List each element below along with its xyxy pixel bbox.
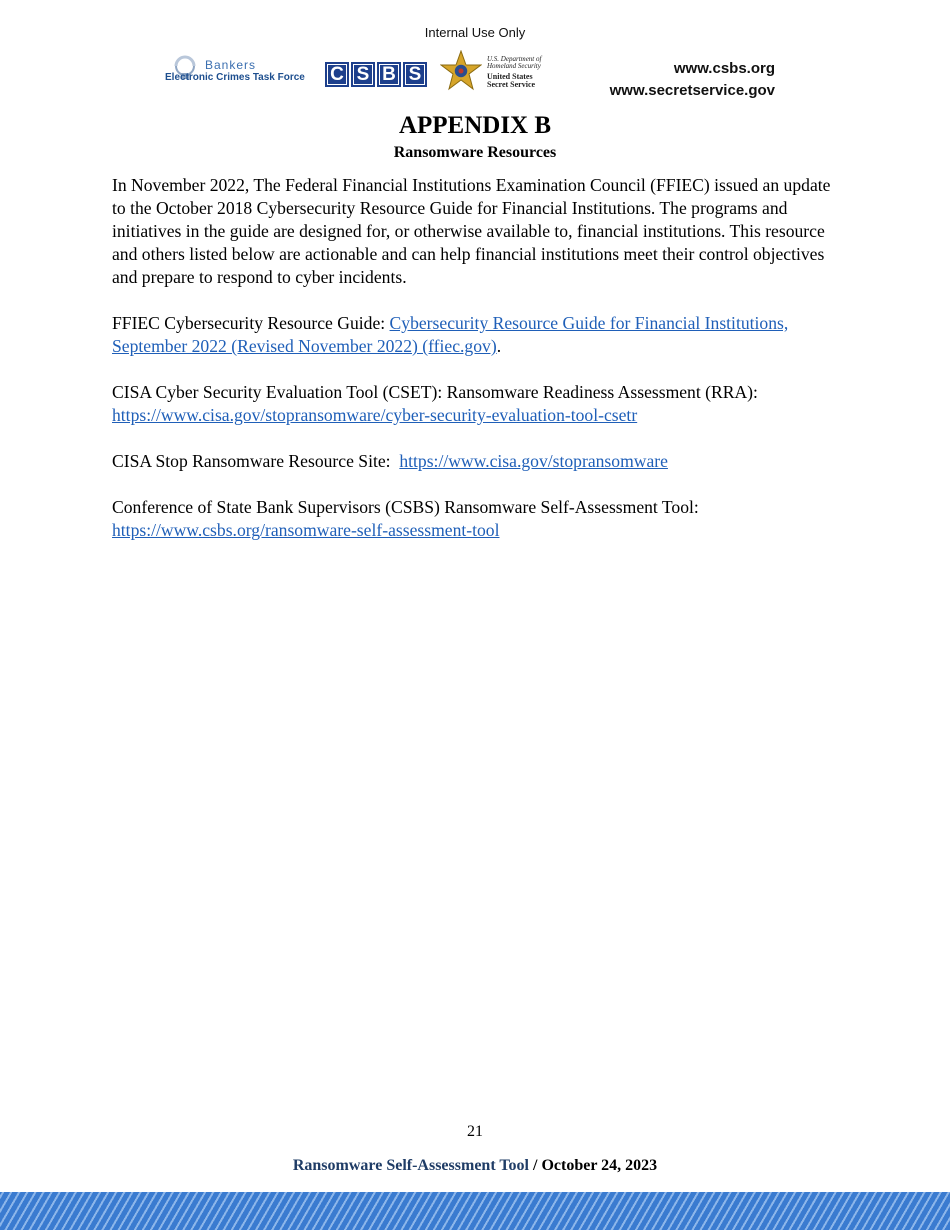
- csbs-tool-link[interactable]: https://www.csbs.org/ransomware-self-assessment-tool: [112, 520, 500, 540]
- csbs-logo: [325, 62, 427, 87]
- page-subtitle: Ransomware Resources: [393, 144, 557, 161]
- header-urls: [610, 58, 775, 102]
- footer-stripe: [0, 1192, 950, 1230]
- resource-label: CISA Cyber Security Evaluation Tool (CSET): Ransomware Readiness Assessment (RRA):: [112, 382, 758, 402]
- resource-label: FFIEC Cybersecurity Resource Guide:: [112, 313, 390, 333]
- dhs-department: U.S. Department of Homeland Security: [487, 55, 542, 71]
- dhs-agency: [487, 73, 557, 90]
- csbs-letter: S: [351, 62, 375, 87]
- resource-item-ffiec: [112, 312, 840, 358]
- ffiec-guide-link[interactable]: Cybersecurity Resource Guide for Financial Institutions, September 2022 (Revised November 2022) (ffiec.gov): [112, 313, 789, 356]
- footer-doc-title: Ransomware Self-Assessment Tool: [292, 1157, 529, 1174]
- csbs-letter: S: [403, 62, 427, 87]
- dhs-logo-text: [487, 56, 557, 89]
- main-content: [112, 174, 840, 565]
- secret-service-star-icon: [440, 50, 482, 94]
- dhs-agency-line2: Secret Service: [487, 80, 536, 90]
- stopransomware-link[interactable]: https://www.cisa.gov/stopransomware: [399, 451, 668, 471]
- footer-date: October 24, 2023: [541, 1157, 658, 1174]
- secretservice-url: www.secretservice.gov: [609, 82, 775, 99]
- ectf-logo: [165, 55, 315, 89]
- resource-label: CISA Stop Ransomware Resource Site:: [112, 451, 400, 471]
- csbs-letter: C: [325, 62, 349, 87]
- page-title: APPENDIX B: [398, 112, 552, 139]
- resource-item-stopransomware: [112, 450, 840, 473]
- csbs-url: www.csbs.org: [673, 60, 775, 77]
- resource-item-cset: [112, 381, 840, 427]
- intro-paragraph: In November 2022, The Federal Financial Institutions Examination Council (FFIEC) issued an update to the October 2018 Cybersecurity Resource Guide for Financial Institutions. The programs and initiatives in the guide are designed for, or otherwise available to, financial institutions. This resource and others listed below are actionable and can help financial institutions meet their control objectives and prepare to respond to cyber incidents.: [112, 175, 831, 287]
- dhs-agency-line1: United States: [487, 71, 533, 81]
- resource-suffix: .: [496, 336, 502, 356]
- csbs-letter: B: [377, 62, 401, 87]
- page-number: 21: [467, 1123, 483, 1140]
- cset-link[interactable]: https://www.cisa.gov/stopransomware/cyber-security-evaluation-tool-csetr: [112, 405, 638, 425]
- resource-item-csbs-tool: [112, 496, 840, 542]
- ectf-bankers-word: Bankers: [205, 58, 257, 72]
- footer-title: [0, 1157, 950, 1175]
- ectf-name: Electronic Crimes Task Force: [165, 72, 305, 83]
- resource-label: Conference of State Bank Supervisors (CSBS) Ransomware Self-Assessment Tool:: [112, 497, 699, 517]
- footer-separator: /: [529, 1157, 542, 1174]
- internal-use-label: Internal Use Only: [424, 25, 526, 40]
